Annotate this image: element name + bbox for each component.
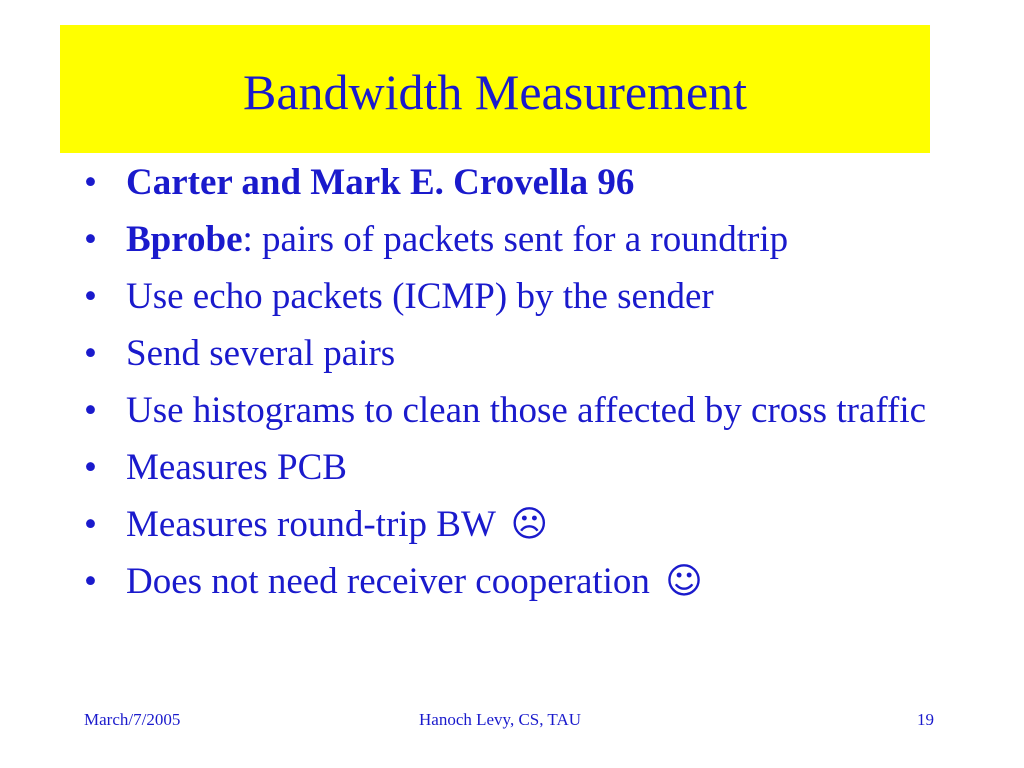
bullet-icon: • xyxy=(84,504,97,545)
smiley-icon: ☺ xyxy=(665,561,703,602)
bullet-item-3 xyxy=(84,274,974,319)
bullet-icon: • xyxy=(84,390,97,431)
bullet-item-8 xyxy=(84,559,974,604)
title-band xyxy=(60,25,930,153)
bullet-text: Use histograms to clean those affected by cross traffic xyxy=(126,390,927,431)
bullet-item-1 xyxy=(84,160,974,205)
bullet-bold-text: Carter and Mark E. Crovella 96 xyxy=(126,162,635,203)
bullet-icon: • xyxy=(84,162,97,203)
bullet-text: Measures round-trip BW xyxy=(126,504,505,545)
bullet-text: Does not need receiver cooperation xyxy=(126,561,660,602)
bullet-icon: • xyxy=(84,219,97,260)
bullet-icon: • xyxy=(84,333,97,374)
bullet-icon: • xyxy=(84,447,97,488)
bullet-text: Send several pairs xyxy=(126,333,396,374)
bullet-item-5 xyxy=(84,388,974,433)
page-number: 19 xyxy=(917,710,934,729)
footer-date: March/7/2005 xyxy=(84,710,181,729)
bullet-text: : pairs of packets sent for a roundtrip xyxy=(242,219,789,260)
bullet-list xyxy=(84,160,974,616)
bullet-item-4 xyxy=(84,331,974,376)
slide-title: Bandwidth Measurement xyxy=(242,64,748,120)
bullet-icon: • xyxy=(84,276,97,317)
bullet-icon: • xyxy=(84,561,97,602)
bullet-item-2 xyxy=(84,217,974,262)
bullet-bold-text: Bprobe xyxy=(126,219,243,260)
bullet-text: Use echo packets (ICMP) by the sender xyxy=(126,276,714,317)
bullet-item-6 xyxy=(84,445,974,490)
footer-author: Hanoch Levy, CS, TAU xyxy=(419,710,582,729)
bullet-text: Measures PCB xyxy=(126,447,347,488)
bullet-item-7 xyxy=(84,502,974,547)
frown-icon: ☹ xyxy=(510,504,549,545)
